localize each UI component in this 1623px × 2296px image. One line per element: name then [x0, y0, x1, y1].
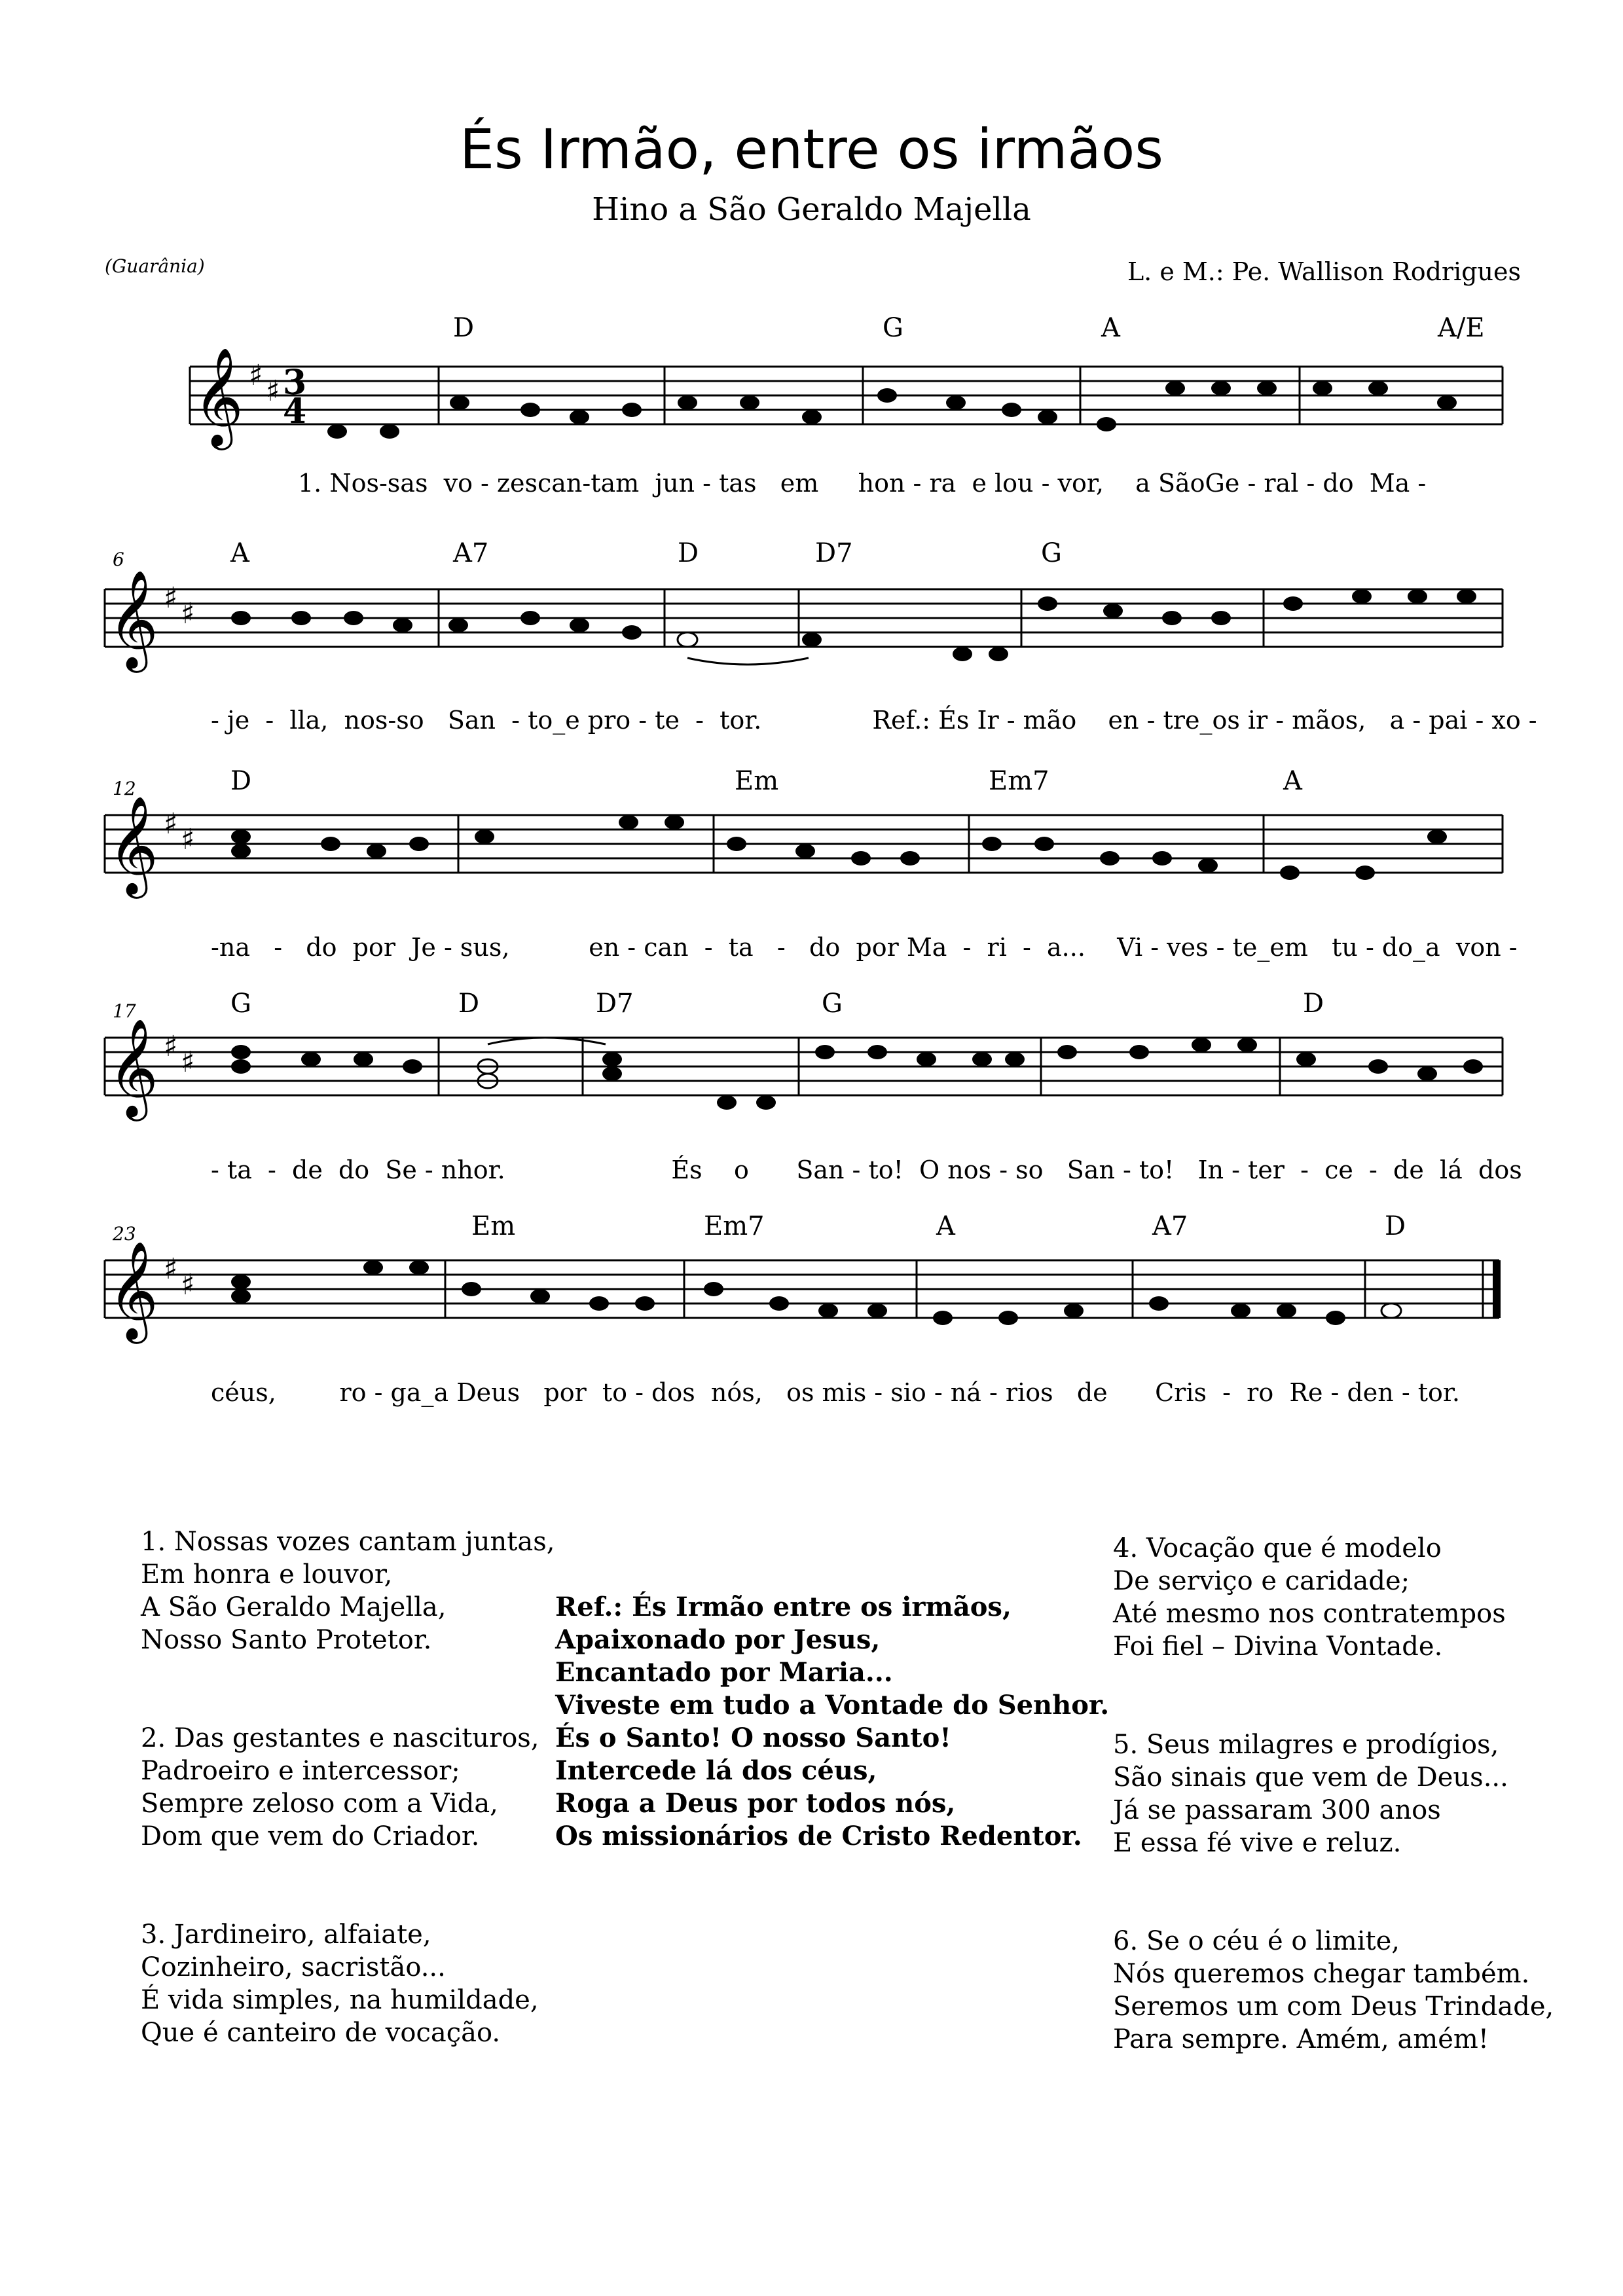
stanza-1: [141, 1525, 555, 1656]
svg-text:𝄞: 𝄞: [108, 1017, 158, 1117]
svg-text:♯: ♯: [181, 597, 195, 630]
stanza-line: 6. Se o céu é o limite,: [1113, 1926, 1400, 1956]
svg-text:♯: ♯: [164, 581, 178, 615]
stanza-line: 5. Seus milagres e prodígios,: [1113, 1730, 1499, 1760]
svg-text:♯: ♯: [249, 359, 263, 392]
stanza-line: Padroeiro e intercessor;: [141, 1756, 460, 1786]
svg-text:4: 4: [283, 392, 307, 431]
chord-symbol: D: [678, 538, 699, 568]
stanza-line: De serviço e caridade;: [1113, 1566, 1410, 1596]
chord-symbol: Em7: [704, 1211, 765, 1241]
chord-symbol: D7: [815, 538, 853, 568]
chord-symbol: D: [453, 313, 475, 343]
lyric-line: - je - lla, nos-so San - to_e pro - te - tor. Ref.: És Ir - mão en - tre_os ir - mãos, a - pai - xo -: [211, 706, 1537, 735]
refrain-line: Apaixonado por Jesus,: [555, 1624, 881, 1655]
chord-symbol: Em: [471, 1211, 516, 1241]
stanza-line: Nós queremos chegar também.: [1113, 1959, 1530, 1989]
refrain-line: Intercede lá dos céus,: [555, 1755, 877, 1786]
lyrics-column-right: [1113, 1532, 1554, 2056]
stanza-line: E essa fé vive e reluz.: [1113, 1828, 1402, 1858]
chord-symbol: D: [1385, 1211, 1406, 1241]
measure-number: 6: [113, 549, 124, 570]
svg-text:♯: ♯: [164, 1030, 178, 1063]
svg-text:♯: ♯: [181, 823, 195, 856]
stanza-line: Até mesmo nos contratempos: [1113, 1599, 1506, 1629]
stanza-line: A São Geraldo Majella,: [141, 1592, 447, 1622]
stanza-line: São sinais que vem de Deus...: [1113, 1762, 1508, 1793]
stanza-line: Para sempre. Amém, amém!: [1113, 2024, 1489, 2054]
stanza-line: Seremos um com Deus Trindade,: [1113, 1992, 1554, 2022]
chord-symbol: G: [1041, 538, 1062, 568]
stanza-5: [1113, 1728, 1554, 1859]
stanza-line: 3. Jardineiro, alfaiate,: [141, 1920, 431, 1950]
measure-number: 12: [113, 778, 136, 799]
chord-symbol: D7: [596, 989, 634, 1019]
song-subtitle: Hino a São Geraldo Majella: [592, 191, 1031, 228]
chord-symbol: Em: [735, 766, 779, 796]
refrain-line: Roga a Deus por todos nós,: [555, 1788, 956, 1819]
svg-text:♯: ♯: [164, 807, 178, 841]
svg-text:𝄞: 𝄞: [108, 569, 158, 668]
stanza-line: Que é canteiro de vocação.: [141, 2018, 501, 2048]
stanza-line: Nosso Santo Protetor.: [141, 1625, 432, 1655]
chord-symbol: A: [1283, 766, 1302, 796]
stanza-3: [141, 1918, 555, 2049]
lyric-line: -na - do por Je - sus, en - can - ta - do por Ma - ri - a... Vi - ves - te_em tu - do_a von -: [211, 933, 1518, 962]
svg-text:𝄞: 𝄞: [108, 1240, 158, 1339]
chord-symbol: A: [936, 1211, 955, 1241]
chord-symbol: G: [822, 989, 843, 1019]
measure-number: 23: [113, 1223, 136, 1245]
song-title: És Irmão, entre os irmãos: [459, 117, 1164, 181]
refrain-line: Viveste em tudo a Vontade do Senhor.: [555, 1690, 1110, 1721]
chord-symbol: G: [230, 989, 251, 1019]
refrain-line: Ref.: És Irmão entre os irmãos,: [555, 1592, 1012, 1622]
music-staff: [0, 795, 1623, 933]
lyric-line: 1. Nos-sas vo - zescan-tam jun - tas em hon - ra e lou - vor, a SãoGe - ral - do Ma -: [298, 469, 1427, 498]
svg-text:♯: ♯: [181, 1268, 195, 1302]
stanza-line: 4. Vocação que é modelo: [1113, 1533, 1442, 1563]
chord-symbol: A7: [453, 538, 489, 568]
svg-text:♯: ♯: [164, 1252, 178, 1286]
chord-symbol: D: [1303, 989, 1324, 1019]
music-staff: [0, 346, 1623, 484]
svg-text:3: 3: [283, 363, 307, 403]
chord-symbol: A7: [1152, 1211, 1188, 1241]
stanza-line: Dom que vem do Criador.: [141, 1821, 480, 1851]
svg-text:𝄞: 𝄞: [193, 346, 244, 446]
refrain-line: Encantado por Maria...: [555, 1657, 893, 1688]
stanza-line: Sempre zeloso com a Vida,: [141, 1789, 498, 1819]
svg-text:♯: ♯: [266, 374, 280, 408]
measure-number: 17: [113, 1000, 136, 1022]
stanza-line: Foi fiel – Divina Vontade.: [1113, 1631, 1443, 1662]
stanza-line: 2. Das gestantes e nascituros,: [141, 1723, 539, 1753]
chord-symbol: A/E: [1438, 313, 1485, 343]
stanza-line: Já se passaram 300 anos: [1113, 1795, 1441, 1825]
chord-symbol: Em7: [989, 766, 1049, 796]
refrain-block: [555, 1591, 1109, 1853]
stanza-line: Cozinheiro, sacristão...: [141, 1952, 446, 1982]
stanza-4: [1113, 1532, 1554, 1663]
lyrics-column-left: [141, 1525, 555, 2049]
stanza-line: É vida simples, na humildade,: [141, 1985, 539, 2015]
lyric-line: - ta - de do Se - nhor. És o San - to! O nos - so San - to! In - ter - ce - de lá dos: [211, 1156, 1522, 1184]
stanza-2: [141, 1722, 555, 1853]
lyric-line: céus, ro - ga_a Deus por to - dos nós, os mis - sio - ná - rios de Cris - ro Re - den - tor.: [211, 1378, 1460, 1407]
chord-symbol: A: [230, 538, 249, 568]
svg-text:𝄞: 𝄞: [108, 795, 158, 894]
music-staff: [0, 1240, 1623, 1378]
svg-text:♯: ♯: [181, 1046, 195, 1079]
tempo-marking: (Guarânia): [105, 255, 205, 277]
stanza-line: Em honra e louvor,: [141, 1559, 393, 1590]
composer-credit: L. e M.: Pe. Wallison Rodrigues: [1127, 257, 1521, 286]
refrain-line: Os missionários de Cristo Redentor.: [555, 1821, 1082, 1851]
chord-symbol: A: [1101, 313, 1120, 343]
music-staff: [0, 1017, 1623, 1156]
chord-symbol: G: [883, 313, 903, 343]
refrain-line: És o Santo! O nosso Santo!: [555, 1722, 951, 1753]
chord-symbol: D: [458, 989, 480, 1019]
chord-symbol: D: [230, 766, 252, 796]
stanza-6: [1113, 1925, 1554, 2056]
stanza-line: 1. Nossas vozes cantam juntas,: [141, 1527, 555, 1557]
music-staff: [0, 569, 1623, 707]
